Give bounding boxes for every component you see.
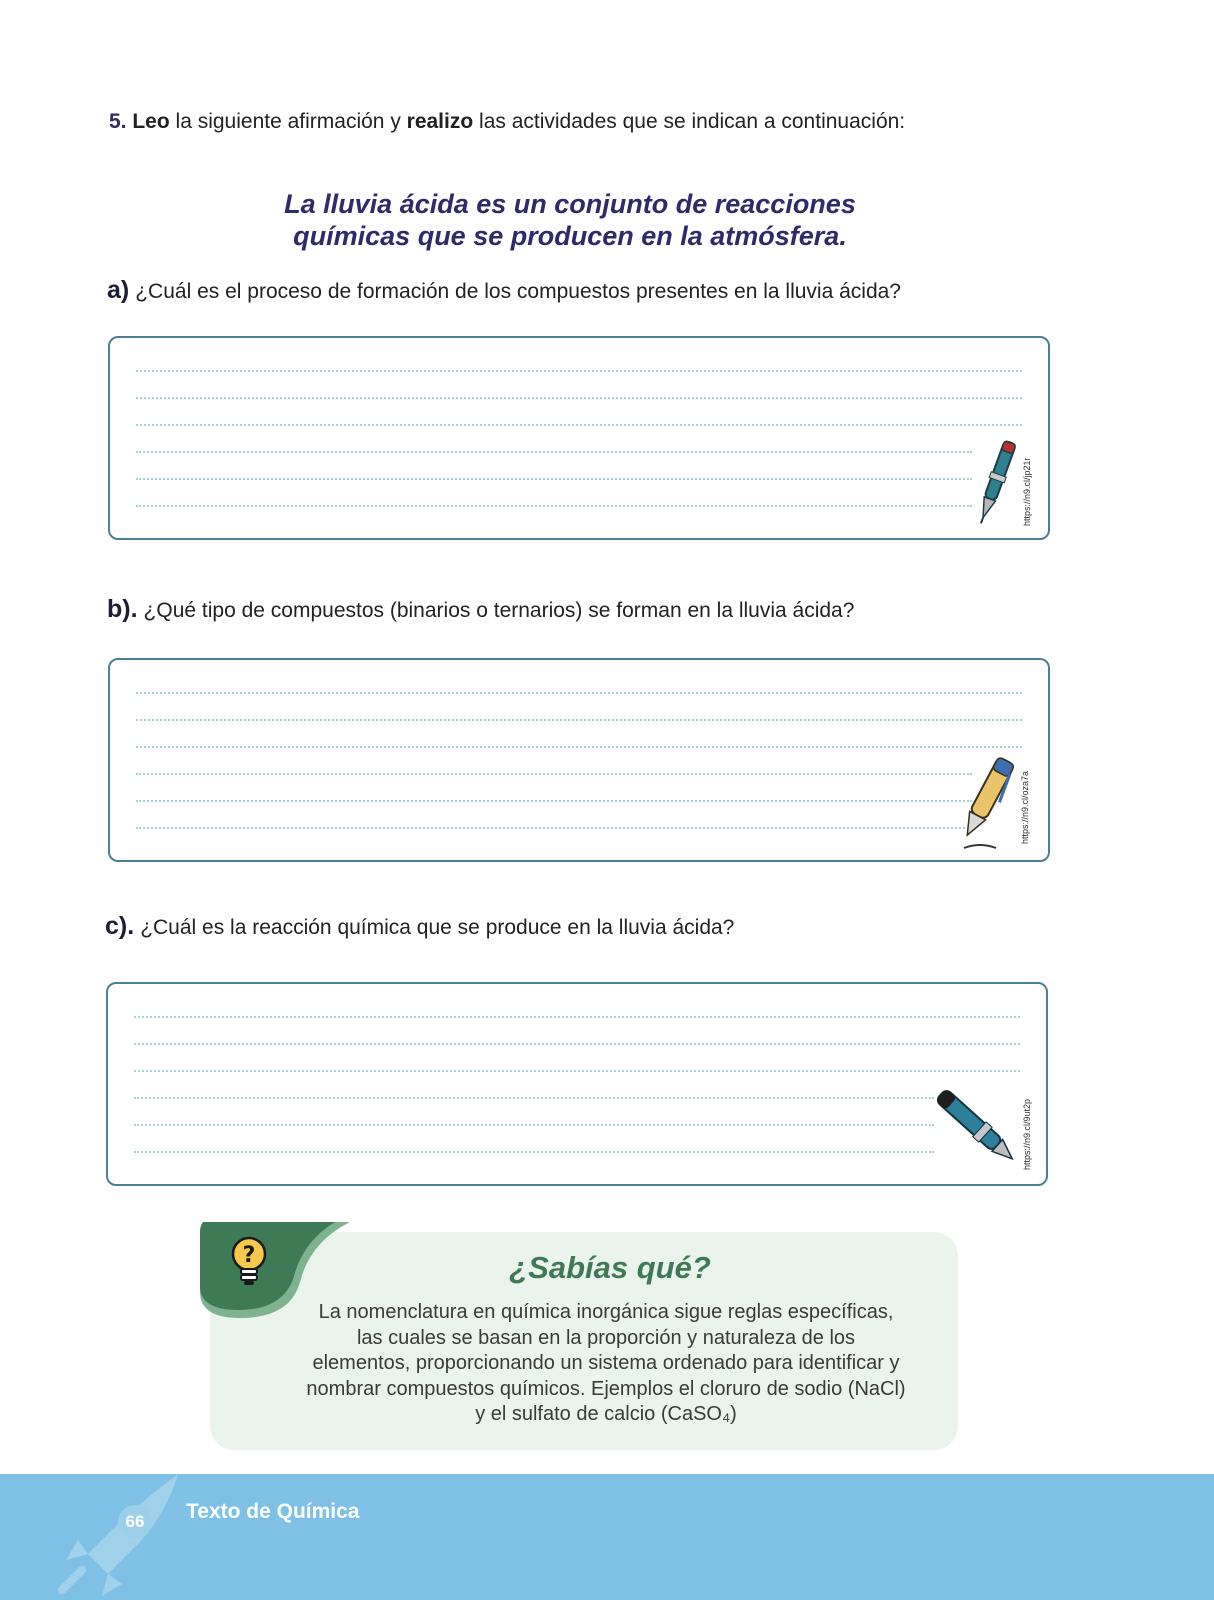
- tip-text: [286, 1300, 926, 1428]
- verb-leo: Leo: [132, 110, 170, 133]
- pen-icon: [928, 1080, 1028, 1176]
- answer-box-b[interactable]: [108, 658, 1050, 862]
- tip-title: ¿Sabías qué?: [509, 1250, 711, 1285]
- statement: [230, 188, 910, 252]
- page-number: 66: [118, 1505, 152, 1539]
- question-text: ¿Cuál es el proceso de formación de los compuestos presentes en la lluvia ácida?: [135, 280, 901, 303]
- question-label: c).: [105, 912, 135, 940]
- instruction-text-1: la siguiente afirmación y: [169, 110, 407, 133]
- instruction: [109, 110, 905, 134]
- question-text: ¿Cuál es la reacción química que se produce en la lluvia ácida?: [140, 916, 735, 939]
- statement-line-1: La lluvia ácida es un conjunto de reacciones: [284, 189, 856, 219]
- question-label: a): [107, 276, 130, 304]
- verb-realizo: realizo: [406, 110, 474, 133]
- image-credit: https://n9.cl/9ut2p: [1022, 1098, 1032, 1170]
- question-text: ¿Qué tipo de compuestos (binarios o ternarios) se forman en la lluvia ácida?: [143, 599, 855, 622]
- tip-line: elementos, proporcionando un sistema ordenado para identificar y: [312, 1352, 900, 1374]
- question-label: b).: [107, 595, 138, 623]
- svg-text:?: ?: [242, 1243, 256, 1268]
- tip-line: y el sulfato de calcio (CaSO₄): [475, 1403, 737, 1425]
- tip-line: La nomenclatura en química inorgánica sigue reglas específicas,: [318, 1301, 894, 1323]
- tip-line: nombrar compuestos químicos. Ejemplos el cloruro de sodio (NaCl): [306, 1377, 906, 1400]
- rocket-icon: [48, 1474, 198, 1600]
- statement-line-2: químicas que se producen en la atmósfera.: [293, 221, 847, 251]
- answer-box-c[interactable]: [106, 982, 1048, 1186]
- answer-box-a[interactable]: [108, 336, 1050, 540]
- instruction-text-2: las actividades que se indican a continuación:: [473, 110, 906, 133]
- exercise-number: 5.: [109, 110, 127, 133]
- pen-icon: [966, 434, 1026, 530]
- tip-line: las cuales se basan en la proporción y naturaleza de los: [356, 1326, 856, 1349]
- image-credit: https://n9.cl/oza7a: [1020, 770, 1030, 844]
- pen-icon: [950, 752, 1022, 852]
- question-c: [105, 912, 734, 941]
- image-credit: https://n9.cl/jp21r: [1022, 457, 1032, 526]
- question-a: [107, 276, 901, 305]
- question-b: [107, 595, 854, 624]
- book-title: Texto de Química: [186, 1500, 360, 1523]
